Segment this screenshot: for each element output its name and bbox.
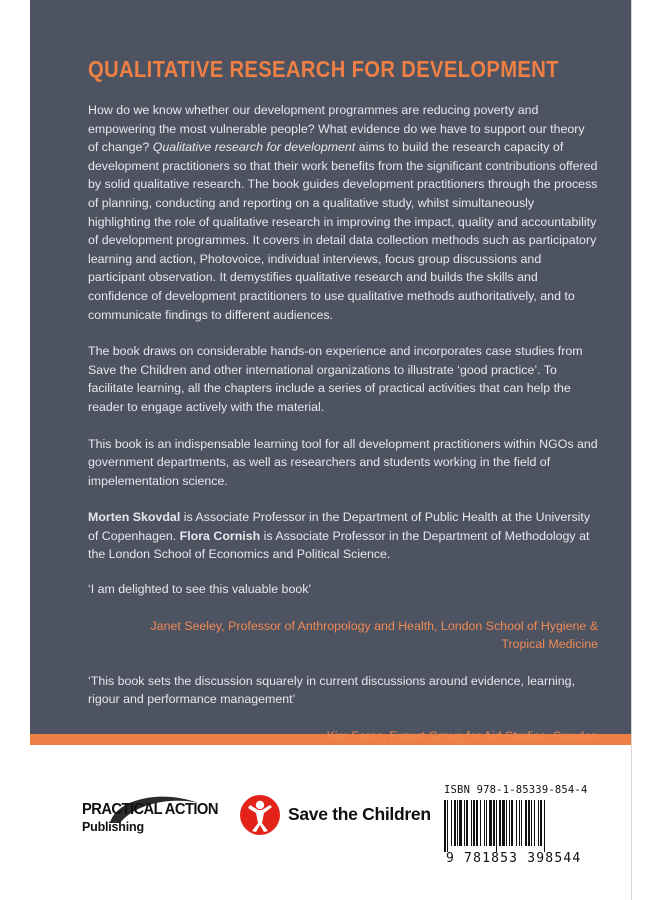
blurb-p1-rest: aims to build the research capacity of development practitioners so that their work benefits from the significant contributions offered by solid qualitative research. The book guides development practitioners through the process of planning, conducting and reporting on a qualitative study, whilst simultaneously highlighting the role of qualitative research in improving the impact, quality and accountability of development programmes. It covers in detail data collection methods such as participatory learning and action, Photovoice, individual interviews, focus group discussions and participant observation. It demystifies qualitative research and builds the skills and confidence of development practitioners to use qualitative methods authoritatively, and to communicate findings to different audiences. xyxy=(88,140,598,322)
endorsement-quote-1: ‘I am delighted to see this valuable book’ xyxy=(88,582,312,597)
blurb-p1-start: How do we know whether our development programmes are reducing poverty and empowering the most vulnerable people? What evidence do we have to support our theory of change? xyxy=(88,103,585,155)
blurb-paragraph-1 xyxy=(88,101,598,324)
barcode-number: 9 781853 398544 xyxy=(446,851,582,866)
publisher-name: PRACTICAL ACTION xyxy=(82,801,218,818)
blurb-paragraph-3: This book is an indispensable learning tool for all development practitioners within NGOs and government departments, as well as researchers and students working in the field of impelementation science. xyxy=(88,436,598,488)
practical-action-publishing-logo xyxy=(82,793,222,853)
save-the-children-logo xyxy=(238,791,431,841)
partner-name: Save the Children xyxy=(288,804,431,824)
endorsement-attribution-2: Kim Forss, Expert Group for Aid Studies, Sweden xyxy=(326,729,598,744)
page-edge-line xyxy=(631,0,632,900)
save-the-children-emblem-icon xyxy=(238,793,282,837)
isbn-barcode xyxy=(432,772,592,876)
endorsement-quote-2: ‘This book sets the discussion squarely in current discussions around evidence, learning, rigour and performance management’ xyxy=(88,673,575,707)
endorsement-attribution-1: Janet Seeley, Professor of Anthropology and Health, London School of Hygiene & Tropical Medicine xyxy=(150,618,598,652)
author-2-bio: is Associate Professor in the Department of Methodology at the London School of Economics and Political Science. xyxy=(88,528,590,562)
author-1-name: Morten Skovdal xyxy=(88,510,181,525)
blurb xyxy=(88,101,598,764)
publisher-subtitle: Publishing xyxy=(82,820,144,834)
isbn-label: ISBN 978-1-85339-854-4 xyxy=(444,784,588,796)
book-title: QUALITATIVE RESEARCH FOR DEVELOPMENT xyxy=(88,56,559,82)
book-title-italic: Qualitative research for development xyxy=(152,140,356,155)
author-bios xyxy=(88,508,598,564)
blurb-paragraph-2: The book draws on considerable hands-on experience and incorporates case studies from Save the Children and other international organizations to illustrate ‘good practice’. To facilitate learning, all the chapters include a series of practical activities that can help the reader to engage actively with the material. xyxy=(88,344,583,414)
author-1-bio: is Associate Professor in the Department of Public Health at the University of Copenhagen. xyxy=(88,510,591,543)
author-2-name: Flora Cornish xyxy=(179,528,261,543)
